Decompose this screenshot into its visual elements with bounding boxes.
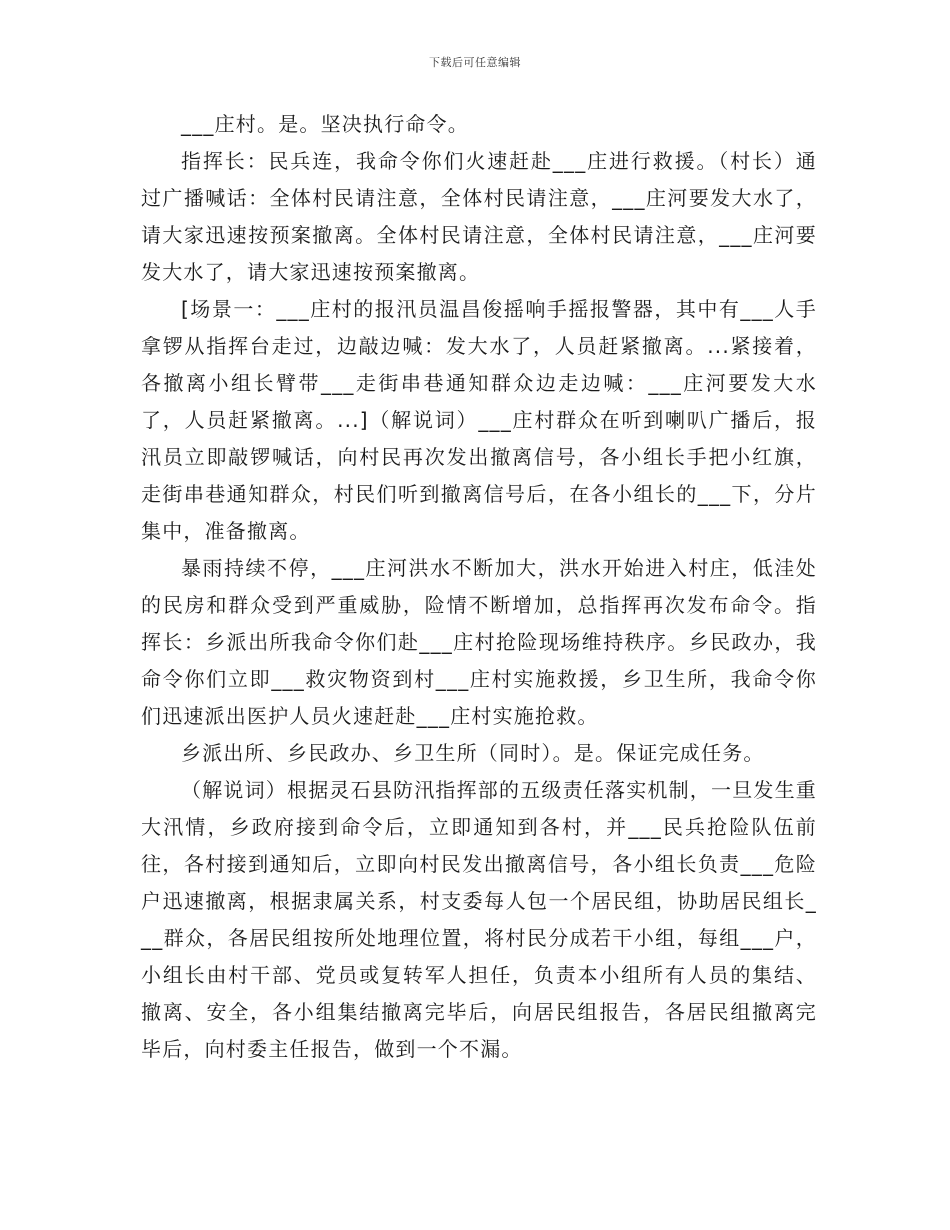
paragraph: 乡派出所、乡民政办、乡卫生所（同时）。是。保证完成任务。 xyxy=(181,741,765,765)
paragraph: 指挥长：民兵连，我命令你们火速赶赴___庄进行救援。（村长）通过广播喊话：全体村民请注意，全体村民请注意，___庄河要发大水了，请大家迅速按预案撤离。全体村民请注意，全体村民请注意，___庄河要发大水了，请大家迅速按预案撤离。 xyxy=(141,149,817,284)
paragraph: （解说词）根据灵石县防汛指挥部的五级责任落实机制，一旦发生重大汛情，乡政府接到命令后，立即通知到各村，并___民兵抢险队伍前往，各村接到通知后，立即向村民发出撤离信号，各小组长负责___危险户迅速撤离，根据隶属关系，村支委每人包一个居民组，协助居民组长___群众，各居民组按所处地理位置，将村民分成若干小组，每组___户，小组长由村干部、党员或复转军人担任，负责本小组所有人员的集结、撤离、安全，各小组集结撤离完毕后，向居民组报告，各居民组撤离完毕后，向村委主任报告，做到一个不漏。 xyxy=(141,778,817,1061)
document-body xyxy=(141,106,817,1068)
paragraph: 暴雨持续不停，___庄河洪水不断加大，洪水开始进入村庄，低洼处的民房和群众受到严重威胁，险情不断增加，总指挥再次发布命令。指挥长：乡派出所我命令你们赴___庄村抢险现场维持秩序。乡民政办，我命令你们立即___救灾物资到村___庄村实施救援，乡卫生所，我命令你们迅速派出医护人员火速赶赴___庄村实施抢救。 xyxy=(141,556,817,728)
paragraph: ___庄村。是。坚决执行命令。 xyxy=(181,112,469,136)
paragraph: [场景一：___庄村的报汛员温昌俊摇响手摇报警器，其中有___人手拿锣从指挥台走过，边敲边喊：发大水了，人员赶紧撤离。...紧接着，各撤离小组长臂带___走街串巷通知群众边走边喊：___庄河要发大水了，人员赶紧撤离。...]（解说词）___庄村群众在听到喇叭广播后，报汛员立即敲锣喊话，向村民再次发出撤离信号，各小组长手把小红旗，走街串巷通知群众，村民们听到撤离信号后，在各小组长的___下，分片集中，准备撤离。 xyxy=(141,297,817,543)
page-header: 下载后可任意编辑 xyxy=(429,56,521,69)
